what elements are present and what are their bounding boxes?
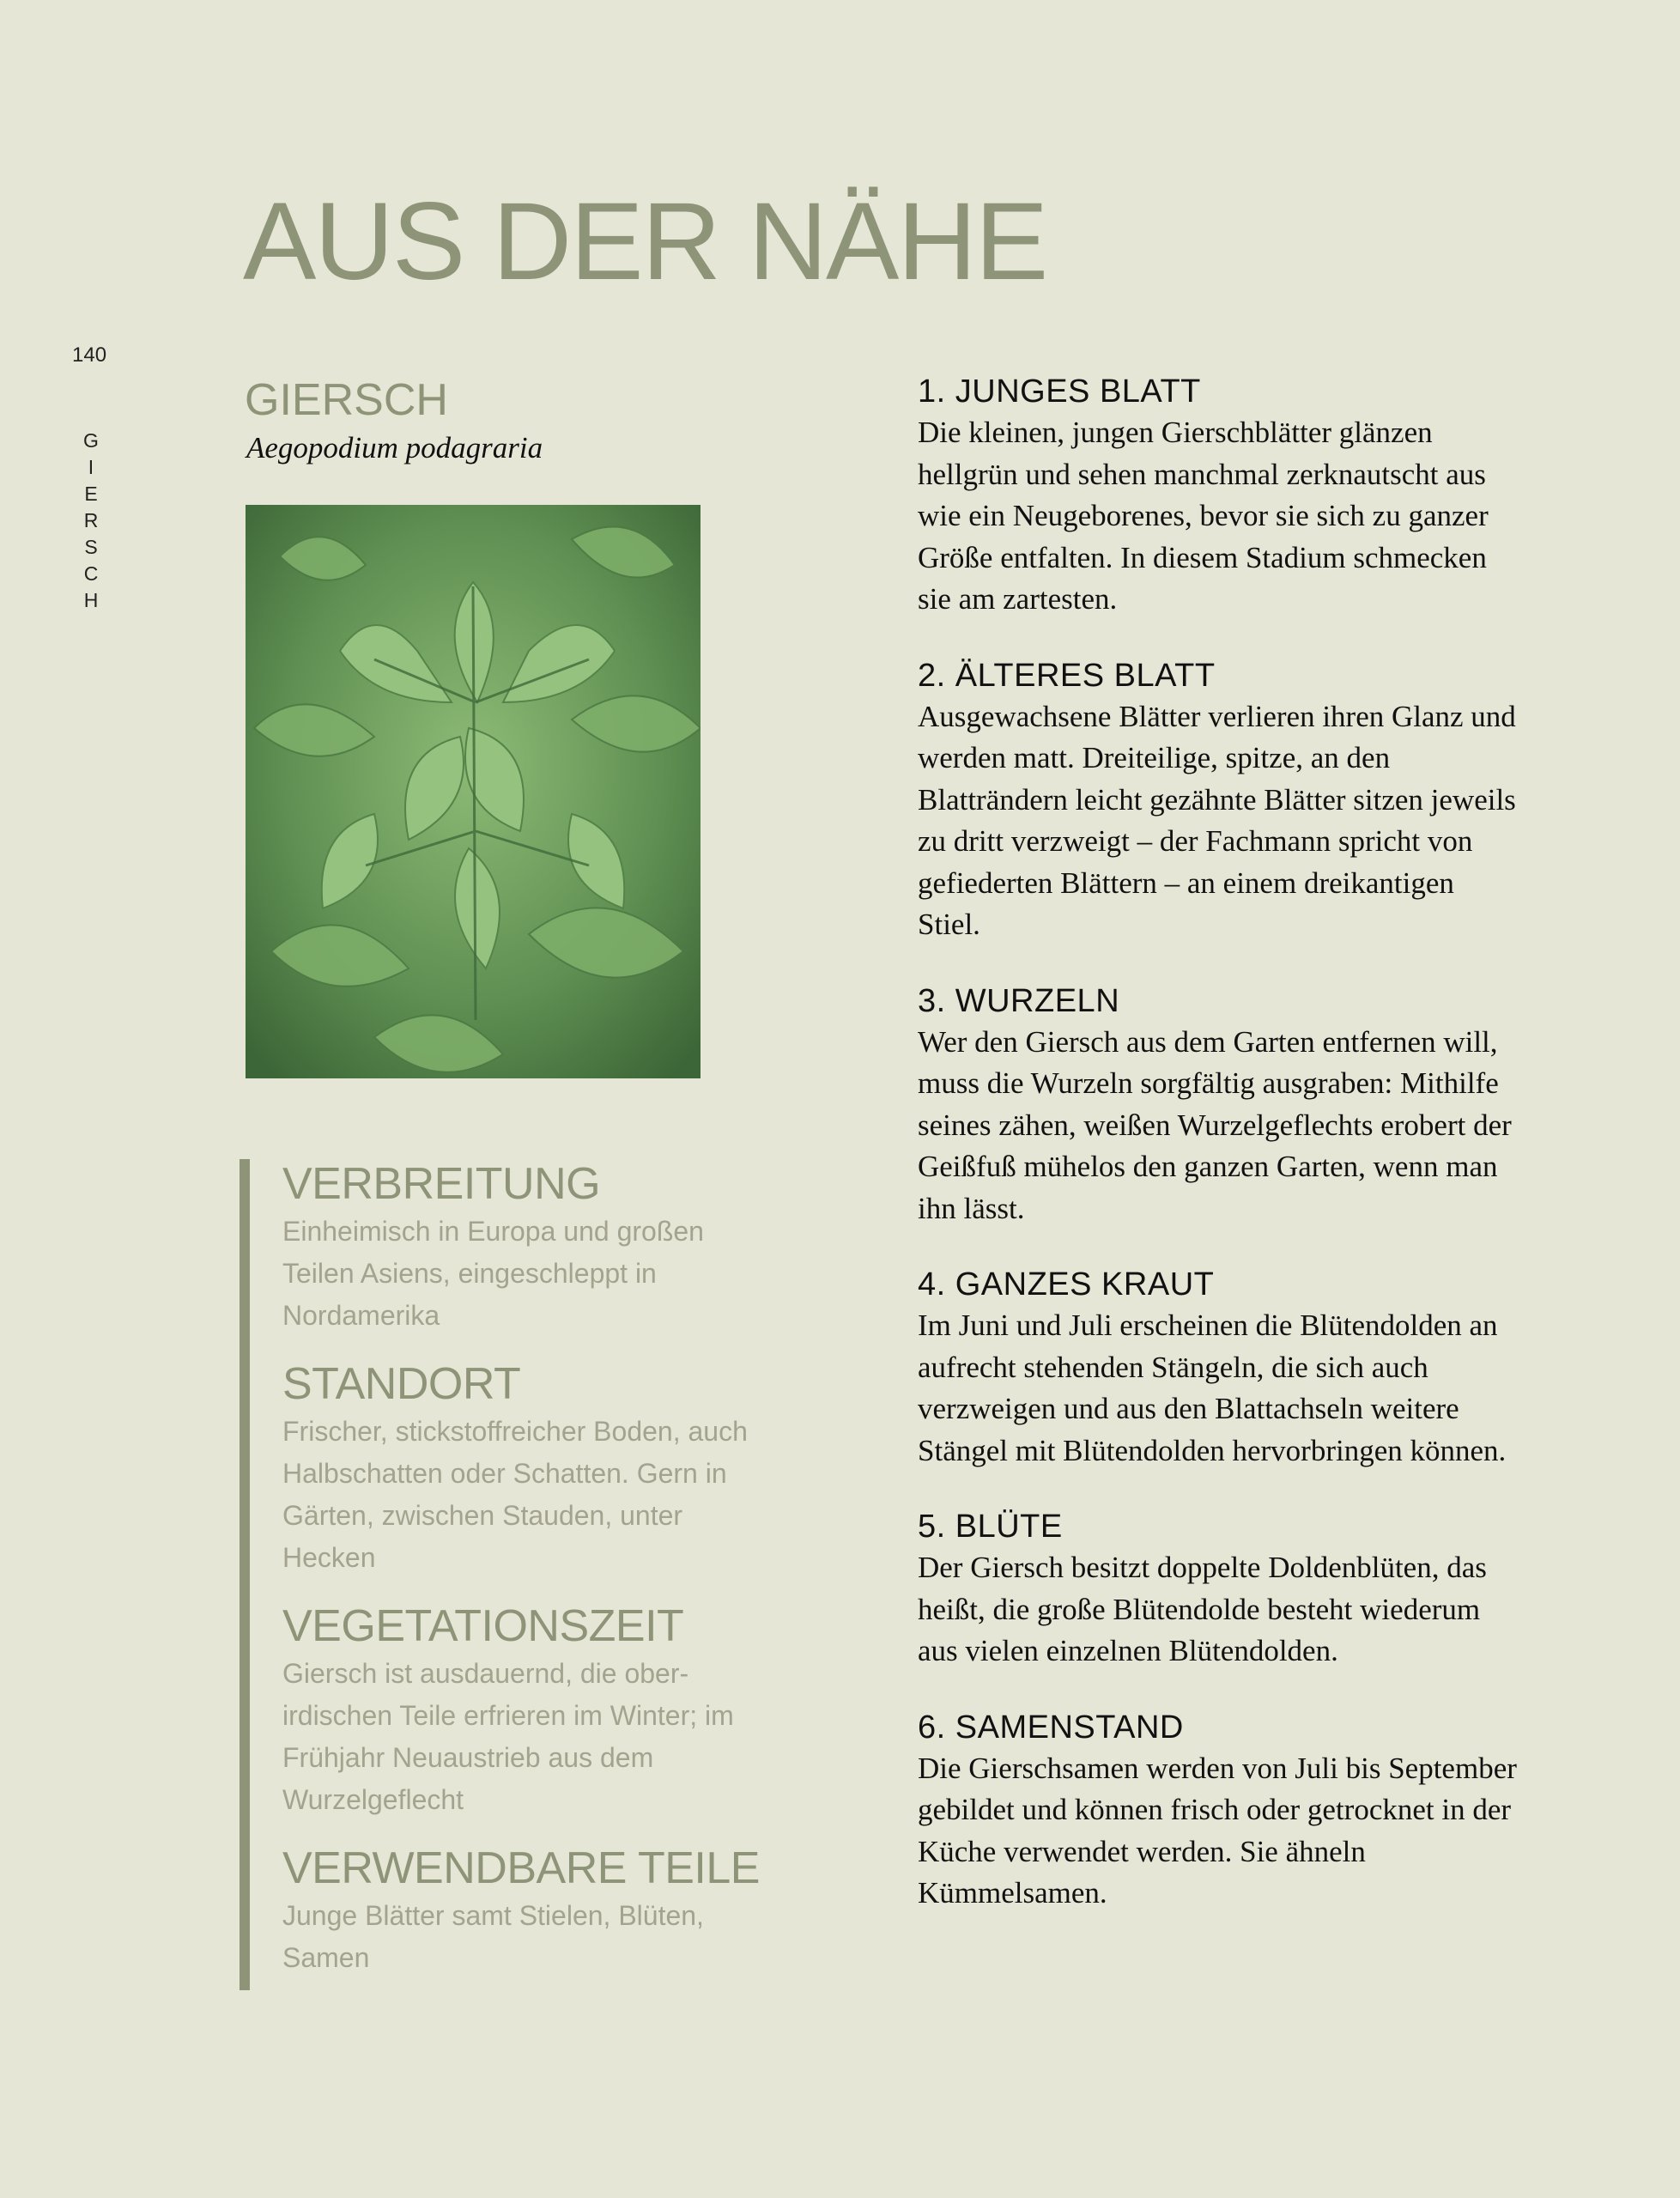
side-label — [81, 428, 101, 614]
plant-photo — [246, 505, 701, 1078]
side-label-letter: R — [83, 509, 99, 531]
detail-text: Ausgewachsene Blätter verlieren ihren Glanz und werden matt. Dreiteilige, spitze, an den Blatträndern leicht gezähnte Blätter sitzen jeweils zu dritt verzweigt – der Fachmann spricht von gefiederten Blättern – an einem dreikantigen Stiel. — [918, 699, 1516, 941]
fact-text: Frischer, stickstoffreicher Boden, auch Halbschatten oder Schatten. Gern in Gärten, zwischen Stauden, unter Hecken — [282, 1416, 748, 1573]
detail-heading: 4. GANZES KRAUT — [918, 1266, 1215, 1302]
plant-name: GIERSCH — [245, 375, 448, 425]
detail-heading: 5. BLÜTE — [918, 1509, 1063, 1545]
detail-junges-blatt — [918, 371, 1519, 621]
fact-verbreitung — [282, 1159, 755, 1337]
side-label-letter: G — [83, 429, 99, 452]
detail-samenstand — [918, 1707, 1519, 1915]
fact-heading: VEGETATIONSZEIT — [282, 1601, 684, 1651]
side-label-letter: E — [84, 483, 98, 505]
fact-standort — [282, 1359, 755, 1579]
detail-heading: 3. WURZELN — [918, 982, 1120, 1019]
fact-verwendbare-teile — [282, 1843, 760, 1979]
detail-heading: 2. ÄLTERES BLATT — [918, 657, 1216, 694]
fact-heading: VERWENDBARE TEILE — [282, 1843, 760, 1893]
detail-wurzeln — [918, 981, 1519, 1230]
fact-heading: STANDORT — [282, 1359, 521, 1409]
details-column — [918, 371, 1519, 1949]
detail-bluete — [918, 1506, 1519, 1673]
fact-text: Giersch ist ausdauernd, die oberirdischen Teile erfrieren im Winter; im Frühjahr Neuaustrieb aus dem Wurzelgeflecht — [282, 1658, 734, 1815]
plant-latin-name: Aegopodium podagraria — [246, 431, 543, 464]
side-label-letter: H — [83, 589, 99, 611]
detail-text: Im Juni und Juli erscheinen die Blütendolden an aufrecht stehenden Stängeln, die sich auch verzweigen und aus den Blattachseln weitere Stängel mit Blütendolden hervorbringen können. — [918, 1308, 1507, 1467]
fact-heading: VERBREITUNG — [282, 1159, 601, 1209]
fact-text: Junge Blätter samt Stielen, Blüten, Samen — [282, 1900, 704, 1973]
facts-panel — [240, 1159, 760, 1990]
side-label-letter: C — [83, 562, 99, 585]
detail-heading: 6. SAMENSTAND — [918, 1709, 1184, 1746]
leaf-illustration — [246, 505, 701, 1078]
detail-text: Der Giersch besitzt doppelte Doldenblüten, das heißt, die große Blütendolde besteht wiederum aus vielen einzelnen Blütendolden. — [918, 1551, 1487, 1667]
detail-ganzes-kraut — [918, 1264, 1519, 1472]
detail-text: Wer den Giersch aus dem Garten entfernen will, muss die Wurzeln sorgfältig ausgraben: Mithilfe seines zähen, weißen Wurzelgeflechts erobert der Geißfuß mühelos den ganzen Garten, wenn man ihn lässt. — [918, 1024, 1512, 1225]
detail-text: Die Gierschsamen werden von Juli bis September gebildet und können frisch oder getrocknet in der Küche verwendet werden. Sie ähneln Kümmelsamen. — [918, 1751, 1517, 1910]
side-label-letter: S — [84, 536, 98, 558]
page-title: AUS DER NÄHE — [243, 180, 1047, 303]
detail-text: Die kleinen, jungen Gierschblätter glänzen hellgrün und sehen manchmal zerknautscht aus wie ein Neugeborenes, bevor sie sich zu ganzer Größe entfalten. In diesem Stadium schmecken sie am zartesten. — [918, 416, 1489, 616]
detail-heading: 1. JUNGES BLATT — [918, 373, 1201, 410]
side-label-letter: I — [88, 456, 94, 478]
detail-aelteres-blatt — [918, 655, 1519, 946]
fact-vegetationszeit — [282, 1601, 755, 1821]
page-number: 140 — [72, 343, 107, 367]
fact-text: Einheimisch in Europa und großen Teilen Asiens, eingeschleppt in Nordamerika — [282, 1216, 704, 1331]
